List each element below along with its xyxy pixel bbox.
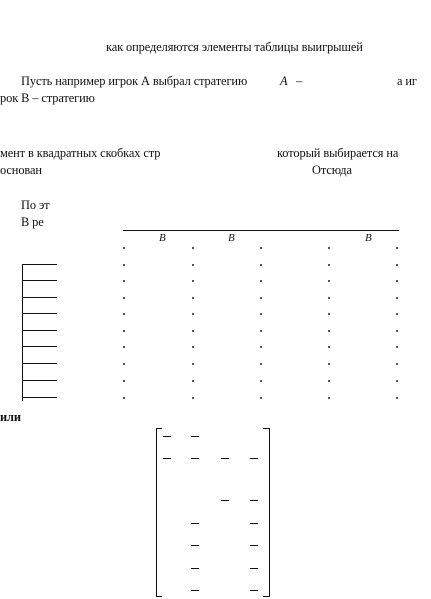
grid-dot: [260, 397, 262, 399]
grid-dot: [192, 297, 194, 299]
table-column-header-3: B: [365, 232, 372, 244]
grid-dot: [123, 313, 125, 315]
grid-dot: [260, 280, 262, 282]
grid-dot: [123, 297, 125, 299]
grid-dot: [328, 280, 330, 282]
table-top-rule: [123, 230, 399, 231]
strategy-symbol-a: A: [280, 74, 288, 88]
grid-dot: [260, 297, 262, 299]
matrix-minus-sign: [221, 500, 229, 501]
grid-dot: [192, 247, 194, 249]
text-line-7: В ре: [21, 215, 44, 229]
grid-dot: [192, 280, 194, 282]
matrix-minus-sign: [191, 458, 199, 459]
grid-dot: [396, 247, 398, 249]
matrix-minus-sign: [163, 436, 171, 437]
grid-dot: [260, 380, 262, 382]
grid-dot: [123, 380, 125, 382]
grid-dot: [123, 264, 125, 266]
grid-dot: [123, 280, 125, 282]
grid-dot: [328, 330, 330, 332]
table-column-header-1: B: [159, 232, 166, 244]
matrix-minus-sign: [191, 436, 199, 437]
grid-dot: [396, 363, 398, 365]
grid-dot: [328, 363, 330, 365]
text-line-3: рок В – стратегию: [0, 91, 95, 105]
text-line-8: или: [0, 410, 21, 424]
grid-dot: [260, 247, 262, 249]
grid-dot: [123, 363, 125, 365]
matrix-minus-sign: [250, 458, 258, 459]
grid-dot: [396, 330, 398, 332]
grid-dot: [396, 313, 398, 315]
grid-dot: [396, 346, 398, 348]
matrix-right-bracket: [269, 428, 270, 597]
matrix-right-bracket-cap: [263, 596, 270, 597]
row-label-rule: [22, 380, 57, 381]
row-label-rule: [22, 297, 57, 298]
row-label-rule: [22, 280, 57, 281]
grid-dot: [192, 363, 194, 365]
row-label-rule: [22, 363, 57, 364]
grid-dot: [396, 380, 398, 382]
grid-dot: [328, 397, 330, 399]
text-line-2-start: Пусть например игрок А выбрал стратегию: [21, 74, 248, 88]
grid-dot: [192, 313, 194, 315]
matrix-minus-sign: [250, 568, 258, 569]
matrix-left-bracket-cap: [156, 428, 162, 429]
grid-dot: [396, 280, 398, 282]
row-label-rule: [22, 330, 57, 331]
row-label-rule: [22, 397, 57, 398]
row-label-rule: [22, 346, 57, 347]
grid-dot: [328, 346, 330, 348]
grid-dot: [328, 297, 330, 299]
text-line-5-start: основан: [0, 163, 42, 177]
grid-dot: [192, 330, 194, 332]
row-label-rule: [22, 313, 57, 314]
grid-dot: [328, 264, 330, 266]
grid-dot: [328, 247, 330, 249]
grid-dot: [123, 346, 125, 348]
grid-dot: [396, 264, 398, 266]
grid-dot: [260, 346, 262, 348]
text-line-2-end: а иг: [397, 74, 417, 88]
matrix-minus-sign: [191, 590, 199, 591]
table-column-header-2: B: [228, 232, 235, 244]
matrix-minus-sign: [191, 568, 199, 569]
matrix-minus-sign: [163, 458, 171, 459]
text-line-4-end: который выбирается на: [277, 146, 399, 160]
matrix-minus-sign: [250, 523, 258, 524]
grid-dot: [396, 397, 398, 399]
grid-dot: [328, 380, 330, 382]
grid-dot: [260, 330, 262, 332]
grid-dot: [260, 264, 262, 266]
matrix-left-bracket-cap: [156, 596, 162, 597]
row-label-rule: [22, 264, 57, 265]
grid-dot: [396, 297, 398, 299]
text-line-1: как определяются элементы таблицы выигрышей: [106, 40, 363, 54]
matrix-left-bracket: [156, 428, 157, 597]
text-line-6: По эт: [21, 198, 50, 212]
grid-dot: [260, 313, 262, 315]
grid-dot: [123, 330, 125, 332]
grid-dot: [123, 247, 125, 249]
text-line-2-dash: –: [296, 74, 303, 88]
matrix-minus-sign: [221, 458, 229, 459]
matrix-minus-sign: [250, 500, 258, 501]
matrix-minus-sign: [191, 545, 199, 546]
grid-dot: [192, 346, 194, 348]
grid-dot: [123, 397, 125, 399]
grid-dot: [328, 313, 330, 315]
grid-dot: [260, 363, 262, 365]
grid-dot: [192, 380, 194, 382]
matrix-minus-sign: [250, 590, 258, 591]
grid-dot: [192, 264, 194, 266]
matrix-right-bracket-cap: [263, 428, 270, 429]
text-line-4-start: мент в квадратных скобках стр: [0, 146, 161, 160]
text-line-5-end: Отсюда: [312, 163, 352, 177]
matrix-minus-sign: [250, 545, 258, 546]
grid-dot: [192, 397, 194, 399]
matrix-minus-sign: [191, 523, 199, 524]
